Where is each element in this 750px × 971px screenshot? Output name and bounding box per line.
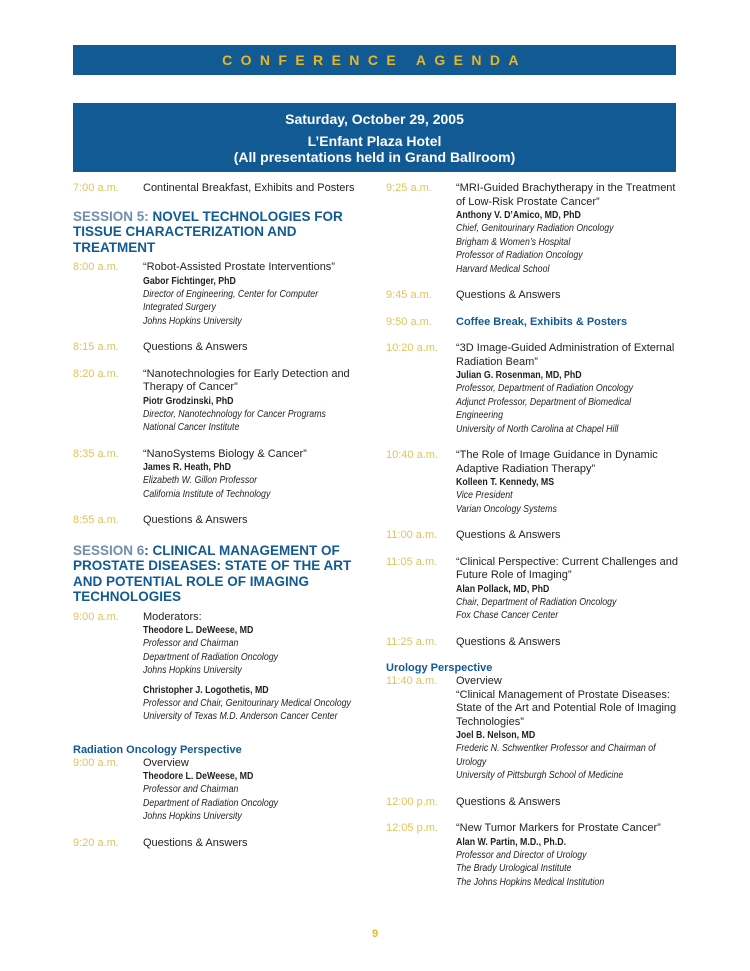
agenda-item — [386, 182, 686, 276]
speaker-name: Julian G. Rosenman, MD, PhD — [456, 370, 582, 381]
item-time: 9:45 a.m. — [386, 289, 432, 301]
session-title: : CLINICAL MANAGEMENT OF PROSTATE DISEASES: STATE OF THE ART AND POTENTIAL ROLE OF IMAGING TECHNOLOGIES — [73, 542, 352, 604]
session-number: SESSION 6 — [73, 542, 145, 558]
agenda-item — [386, 289, 686, 303]
speaker-affiliation: Elizabeth W. Gillon Professor — [143, 475, 258, 486]
agenda-item — [386, 636, 686, 650]
item-title: “MRI-Guided Brachytherapy in the Treatment of Low-Risk Prostate Cancer” — [456, 182, 676, 208]
speaker-affiliation: Varian Oncology Systems — [456, 503, 557, 515]
speaker-affiliation: University of Pittsburgh School of Medicine — [456, 770, 624, 781]
item-time: 11:25 a.m. — [386, 635, 438, 648]
item-title: Overview — [456, 675, 502, 687]
speaker-affiliation: Johns Hopkins University — [143, 315, 242, 327]
speaker-affiliation: Professor, Department of Radiation Oncology — [456, 383, 634, 394]
speaker-name: Theodore L. DeWeese, MD — [143, 625, 254, 636]
item-time: 8:00 a.m. — [73, 261, 119, 273]
agenda-item — [386, 529, 686, 543]
agenda-item — [73, 837, 373, 851]
agenda-item — [386, 822, 686, 889]
agenda-item — [73, 182, 373, 196]
item-title: Coffee Break, Exhibits & Posters — [456, 315, 628, 328]
session-number: SESSION 5: — [73, 208, 149, 224]
item-title: Continental Breakfast, Exhibits and Posters — [143, 182, 355, 194]
speaker-affiliation: Professor and Director of Urology — [456, 849, 587, 861]
banner-title: CONFERENCE AGENDA — [222, 52, 527, 68]
item-title: Questions & Answers — [456, 795, 561, 808]
item-time: 9:50 a.m. — [386, 315, 432, 328]
item-title: “Clinical Perspective: Current Challenges and Future Role of Imaging” — [456, 555, 678, 581]
speaker-affiliation: Professor and Chairman — [143, 638, 239, 649]
speaker-affiliation: Integrated Surgery — [143, 302, 216, 313]
speaker-affiliation: Director, Nanotechnology for Cancer Programs — [143, 408, 326, 420]
speaker-affiliation: National Cancer Institute — [143, 422, 240, 433]
speaker-affiliation: The Johns Hopkins Medical Institution — [456, 876, 605, 888]
item-time: 8:35 a.m. — [73, 447, 119, 460]
speaker-name: James R. Heath, PhD — [143, 462, 232, 473]
day-venue-note: (All presentations held in Grand Ballroom) — [233, 149, 516, 165]
item-title: Moderators: — [143, 610, 202, 623]
speaker-affiliation: Chair, Department of Radiation Oncology — [456, 596, 617, 608]
speaker-affiliation: Professor and Chairman — [143, 784, 239, 795]
speaker-affiliation: Brigham & Women’s Hospital — [456, 236, 571, 248]
agenda-item — [73, 341, 373, 355]
speaker-name: Kolleen T. Kennedy, MS — [456, 477, 555, 488]
agenda-item — [73, 514, 373, 528]
speaker-affiliation: Vice President — [456, 490, 513, 501]
speaker-affiliation: Johns Hopkins University — [143, 811, 242, 822]
conference-agenda-banner — [73, 45, 676, 75]
item-title: “The Role of Image Guidance in Dynamic Adaptive Radiation Therapy” — [456, 449, 658, 475]
item-title: Questions & Answers — [456, 635, 561, 648]
item-time: 11:05 a.m. — [386, 555, 438, 568]
speaker-name: Gabor Fichtinger, PhD — [143, 275, 236, 287]
item-title: “Robot-Assisted Prostate Interventions” — [143, 261, 335, 273]
item-time: 9:00 a.m. — [73, 756, 119, 769]
item-title: “New Tumor Markers for Prostate Cancer” — [456, 822, 661, 834]
item-time: 8:55 a.m. — [73, 514, 119, 526]
agenda-item — [73, 261, 373, 328]
item-title: Questions & Answers — [143, 341, 248, 353]
item-time: 11:40 a.m. — [386, 675, 438, 687]
speaker-affiliation: Professor and Chair, Genitourinary Medical Oncology — [143, 697, 351, 709]
item-time: 8:20 a.m. — [73, 367, 119, 380]
item-time: 7:00 a.m. — [73, 182, 119, 194]
item-time: 9:00 a.m. — [73, 610, 119, 623]
item-time: 9:20 a.m. — [73, 836, 119, 849]
agenda-item — [73, 757, 373, 824]
item-time: 12:05 p.m. — [386, 822, 438, 834]
speaker-name: Alan W. Partin, M.D., Ph.D. — [456, 836, 567, 848]
item-title: “Nanotechnologies for Early Detection and Therapy of Cancer” — [143, 367, 350, 393]
item-time: 8:15 a.m. — [73, 341, 119, 353]
speaker-name: Piotr Grodzinski, PhD — [143, 395, 234, 407]
agenda-right-column — [386, 182, 686, 889]
speaker-name: Anthony V. D’Amico, MD, PhD — [456, 210, 581, 221]
speaker-affiliation: Urology — [456, 756, 487, 768]
agenda-item — [386, 796, 686, 810]
session-5-heading — [73, 209, 373, 256]
session-title: NOVEL TECHNOLOGIES FOR TISSUE CHARACTERIZATION AND TREATMENT — [73, 208, 343, 255]
agenda-item — [386, 342, 686, 436]
page-number: 9 — [371, 928, 379, 940]
item-title: “NanoSystems Biology & Cancer” — [143, 447, 307, 460]
speaker-affiliation: Frederic N. Schwentker Professor and Chairman of — [456, 743, 656, 754]
day-date: Saturday, October 29, 2005 — [285, 111, 464, 127]
speaker-affiliation: Fox Chase Cancer Center — [456, 610, 559, 621]
item-title: “3D Image-Guided Administration of External Radiation Beam” — [456, 342, 675, 368]
day-header — [73, 103, 676, 172]
speaker-name: Joel B. Nelson, MD — [456, 730, 536, 741]
speaker-affiliation: The Brady Urological Institute — [456, 863, 572, 874]
urology-perspective-heading: Urology Perspective — [386, 662, 493, 674]
speaker-affiliation: Johns Hopkins University — [143, 665, 242, 676]
speaker-name: Christopher J. Logothetis, MD — [143, 684, 269, 696]
speaker-affiliation: Director of Engineering, Center for Computer — [143, 288, 319, 300]
item-title: Overview — [143, 756, 189, 769]
speaker-affiliation: University of North Carolina at Chapel Hill — [456, 423, 619, 435]
item-title: Questions & Answers — [456, 529, 561, 541]
radiation-oncology-perspective-heading: Radiation Oncology Perspective — [73, 743, 242, 756]
item-subtitle: “Clinical Management of Prostate Diseases: State of the Art and Potential Role of Imaging Technologies” — [456, 688, 677, 728]
speaker-affiliation: Professor of Radiation Oncology — [456, 250, 583, 261]
speaker-affiliation: Engineering — [456, 410, 503, 421]
agenda-item-coffee-break — [386, 316, 686, 330]
agenda-left-column — [73, 182, 373, 850]
agenda-item — [73, 368, 373, 435]
item-time: 10:40 a.m. — [386, 449, 438, 461]
agenda-item — [386, 675, 686, 783]
speaker-affiliation: University of Texas M.D. Anderson Cancer Center — [143, 711, 338, 722]
day-venue: L’Enfant Plaza Hotel — [307, 133, 442, 149]
item-time: 12:00 p.m. — [386, 795, 438, 808]
agenda-item-moderators — [73, 611, 373, 724]
speaker-affiliation: California Institute of Technology — [143, 488, 271, 500]
item-time: 11:00 a.m. — [386, 529, 438, 541]
speaker-affiliation: Chief, Genitourinary Radiation Oncology — [456, 223, 614, 234]
item-title: Questions & Answers — [143, 836, 248, 849]
agenda-item — [386, 556, 686, 623]
item-time: 10:20 a.m. — [386, 342, 438, 354]
agenda-item — [386, 449, 686, 516]
item-time: 9:25 a.m. — [386, 182, 432, 194]
item-title: Questions & Answers — [143, 514, 248, 526]
speaker-affiliation: Adjunct Professor, Department of Biomedical — [456, 396, 632, 408]
agenda-item — [73, 448, 373, 502]
item-title: Questions & Answers — [456, 289, 561, 301]
speaker-name: Theodore L. DeWeese, MD — [143, 771, 254, 782]
speaker-affiliation: Department of Radiation Oncology — [143, 797, 279, 809]
speaker-name: Alan Pollack, MD, PhD — [456, 583, 550, 595]
speaker-affiliation: Department of Radiation Oncology — [143, 651, 279, 663]
session-6-heading — [73, 543, 373, 605]
speaker-affiliation: Harvard Medical School — [456, 263, 550, 275]
